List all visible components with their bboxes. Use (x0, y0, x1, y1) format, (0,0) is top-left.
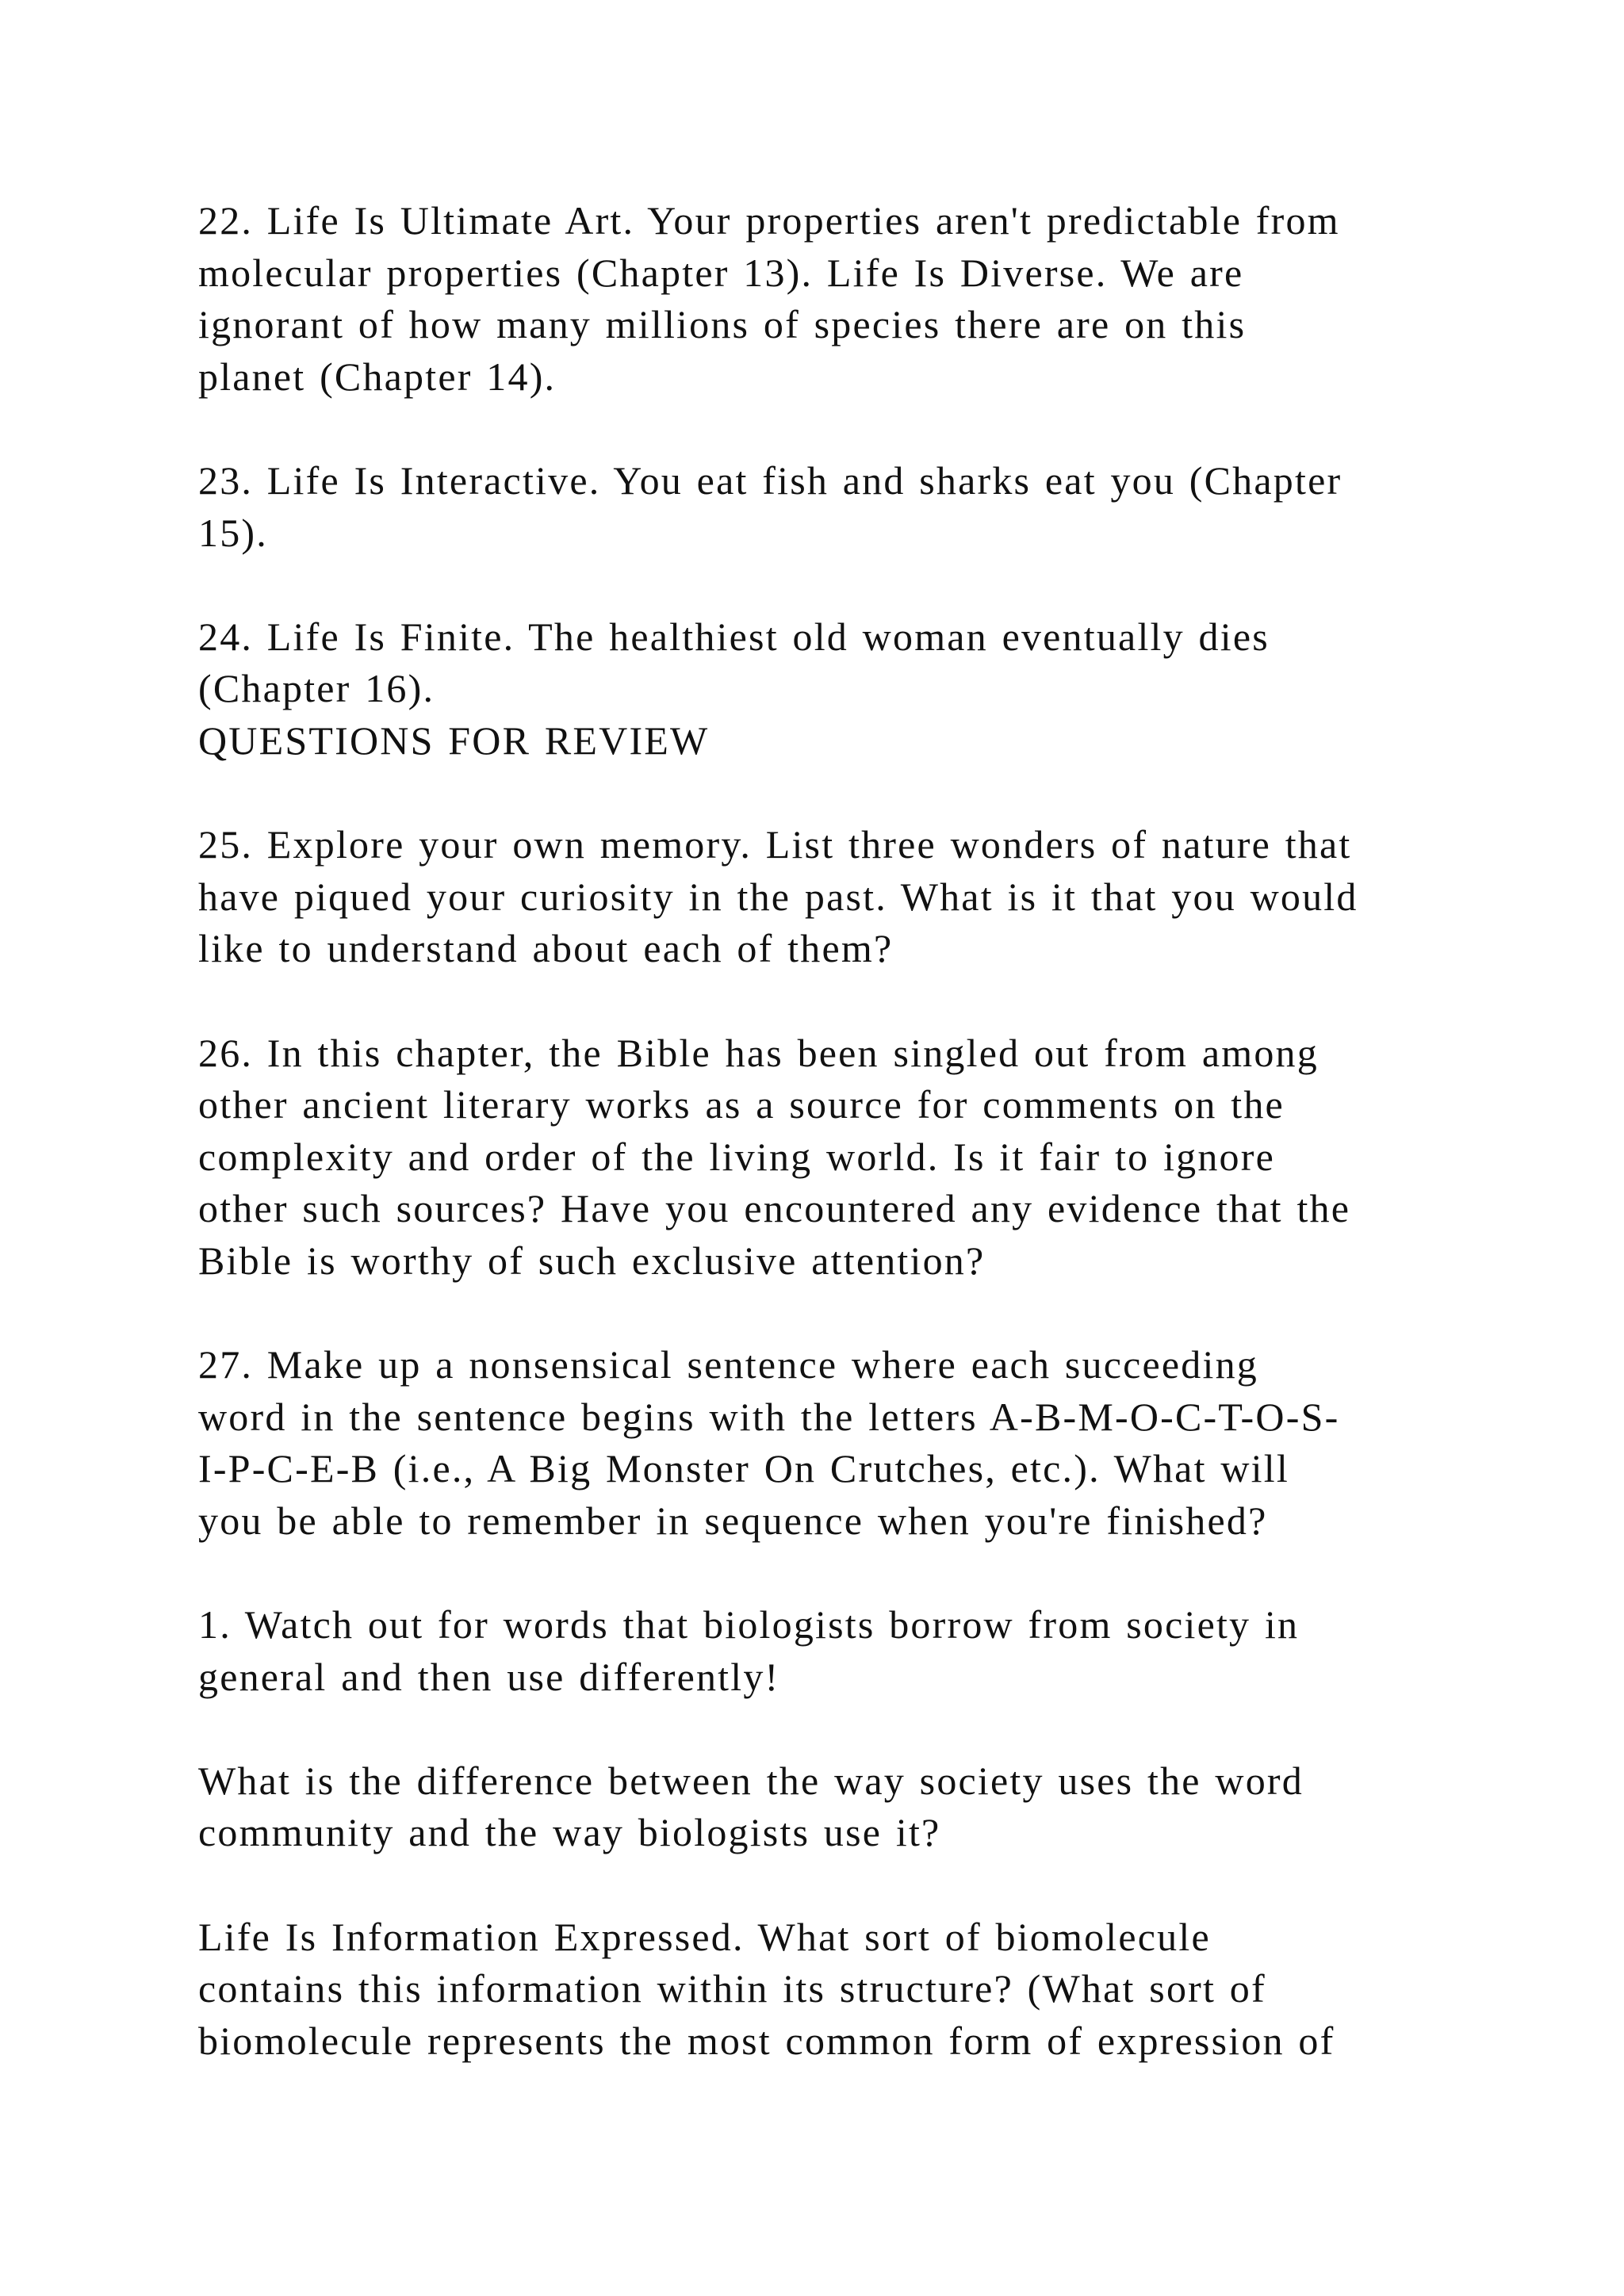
text-line: 23. Life Is Interactive. You eat fish and sharks eat you (Chapter (198, 457, 1342, 503)
text-line: What is the difference between the way society uses the word (198, 1758, 1304, 1803)
text-line: 22. Life Is Ultimate Art. Your properties aren't predictable from (198, 198, 1340, 243)
blank-line (198, 1859, 1451, 1911)
blank-line (198, 767, 1451, 820)
text-line: 25. Explore your own memory. List three wonders of nature that (198, 822, 1352, 867)
text-line: other such sources? Have you encountered any evidence that the (198, 1186, 1351, 1231)
text-line: Bible is worthy of such exclusive attention? (198, 1238, 986, 1283)
text-line: contains this information within its structure? (What sort of (198, 1966, 1266, 2011)
text-line: have piqued your curiosity in the past. What is it that you would (198, 874, 1358, 919)
blank-line (198, 1287, 1451, 1339)
text-line: 27. Make up a nonsensical sentence where each succeeding (198, 1342, 1258, 1387)
text-line: like to understand about each of them? (198, 926, 894, 971)
text-line: 15). (198, 510, 268, 555)
text-line: biomolecule represents the most common form of expression of (198, 2018, 1335, 2063)
blank-line (198, 1703, 1451, 1755)
text-line: (Chapter 16). (198, 666, 435, 711)
text-line: ignorant of how many millions of species there are on this (198, 302, 1247, 347)
text-line: Life Is Information Expressed. What sort of biomolecule (198, 1914, 1211, 1959)
blank-line (198, 559, 1451, 611)
blank-line (198, 975, 1451, 1027)
text-line: general and then use differently! (198, 1654, 780, 1699)
blank-line (198, 403, 1451, 455)
text-line: you be able to remember in sequence when you're finished? (198, 1498, 1268, 1543)
document-text (198, 195, 1451, 2067)
text-line: 26. In this chapter, the Bible has been singled out from among (198, 1030, 1319, 1075)
section-heading: QUESTIONS FOR REVIEW (198, 718, 710, 763)
text-line: planet (Chapter 14). (198, 354, 557, 399)
text-line: community and the way biologists use it? (198, 1810, 941, 1855)
text-line: 24. Life Is Finite. The healthiest old woman eventually dies (198, 614, 1270, 659)
text-line: 1. Watch out for words that biologists borrow from society in (198, 1602, 1300, 1647)
text-line: complexity and order of the living world. Is it fair to ignore (198, 1134, 1275, 1179)
text-line: other ancient literary works as a source for comments on the (198, 1082, 1285, 1127)
blank-line (198, 1547, 1451, 1599)
text-line: molecular properties (Chapter 13). Life Is Diverse. We are (198, 250, 1244, 295)
text-line: word in the sentence begins with the letters A-B-M-O-C-T-O-S- (198, 1394, 1340, 1439)
text-line: I-P-C-E-B (i.e., A Big Monster On Crutches, etc.). What will (198, 1446, 1289, 1491)
